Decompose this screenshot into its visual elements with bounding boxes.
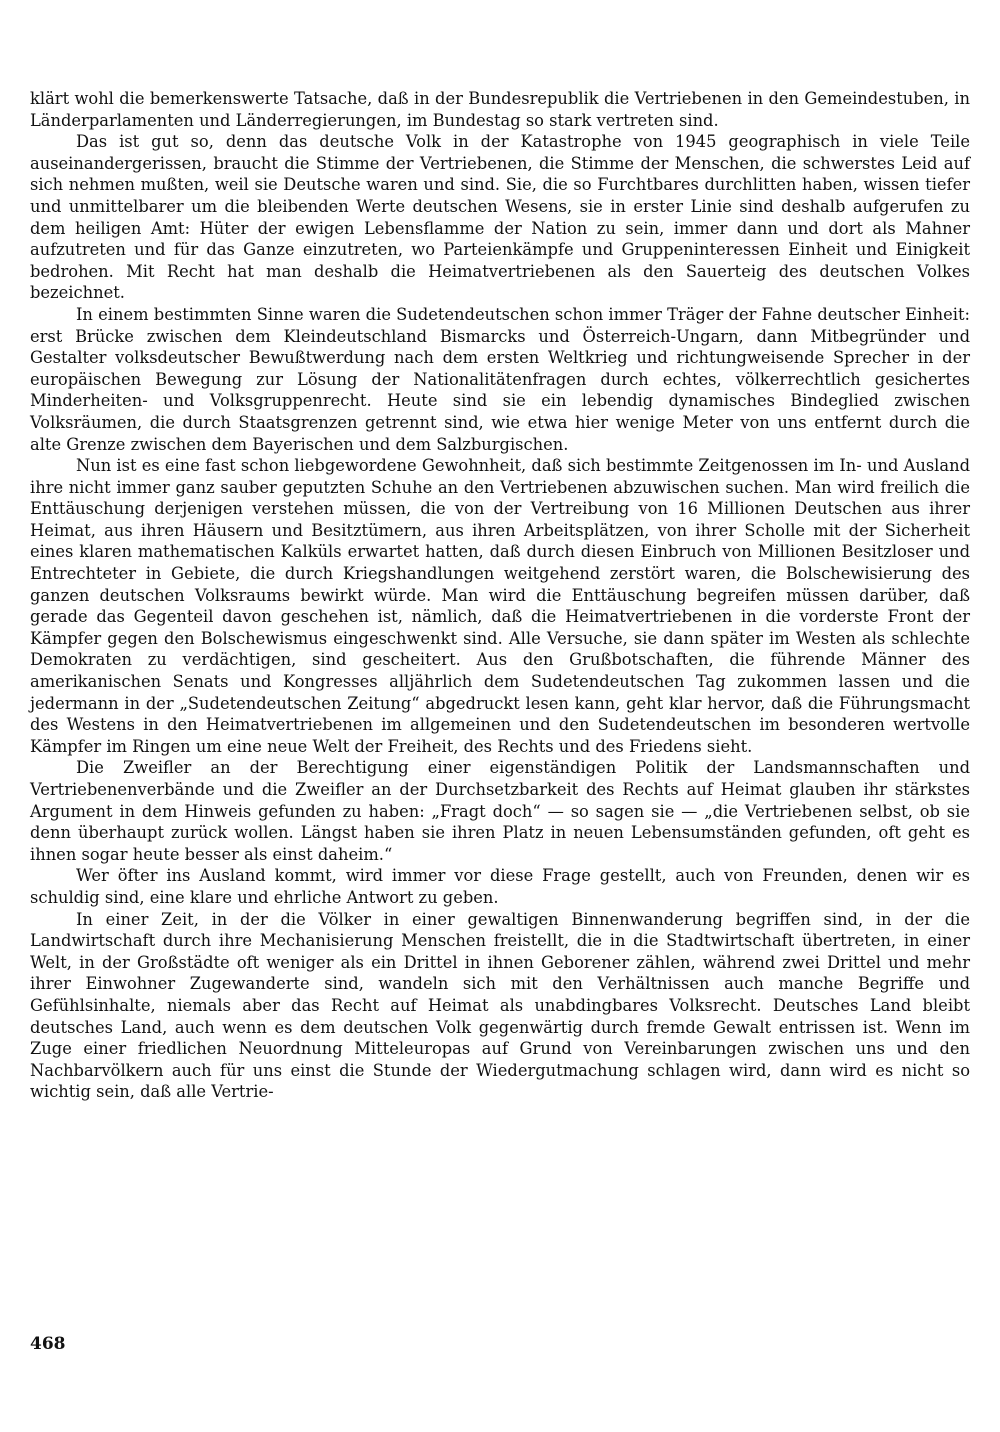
paragraph: In einer Zeit, in der die Völker in einer gewaltigen Binnenwanderung begriffen sind, in der die Landwirtschaft durch ihre Mechanisierung Menschen freistellt, die in die Stadtwirtschaft übertreten, in einer Welt, in der Großstädte oft weniger als ein Drittel in ihnen Geborener zählen, während zwei Drittel und mehr ihrer Einwohner Zugewanderte sind, wandeln sich mit den Verhältnissen auch manche Begriffe und Gefühlsinhalte, niemals aber das Recht auf Heimat als unabdingbares Volksrecht. Deutsches Land bleibt deutsches Land, auch wenn es dem deutschen Volk gegenwärtig durch fremde Gewalt entrissen ist. Wenn im Zuge einer friedlichen Neuordnung Mitteleuropas auf Grund von Vereinbarungen zwischen uns und den Nachbarvölkern auch für uns einst die Stunde der Wiedergutmachung schlagen wird, dann wird es nicht so wichtig sein, daß alle Vertrie- [30,909,970,1102]
paragraph: Nun ist es eine fast schon liebgewordene Gewohnheit, daß sich bestimmte Zeitgenossen im In- und Ausland ihre nicht immer ganz sauber geputzten Schuhe an den Vertriebenen abzuwischen suchen. Man wird freilich die Enttäuschung derjenigen verstehen müssen, die von der Vertreibung von 16 Millionen Deutschen aus ihrer Heimat, aus ihren Häusern und Besitztümern, aus ihren Arbeitsplätzen, von ihrer Scholle mit der Sicherheit eines klaren mathematischen Kalküls erwartet hatten, daß durch diesen Einbruch von Millionen Besitzloser und Entrechteter in Gebiete, die durch Kriegshandlungen weitgehend zerstört waren, die Bolschewisierung des ganzen deutschen Volksraums bewirkt würde. Man wird die Enttäuschung begreifen müssen darüber, daß gerade das Gegenteil davon geschehen ist, nämlich, daß die Heimatvertriebenen in die vorderste Front der Kämpfer gegen den Bolschewismus eingeschwenkt sind. Alle Versuche, sie dann später im Westen als schlechte Demokraten zu verdächtigen, sind gescheitert. Aus den Grußbotschaften, die führende Männer des amerikanischen Senats und Kongresses alljährlich dem Sudetendeutschen Tag zukommen lassen und die jedermann in der „Sudetendeutschen Zeitung“ abgedruckt lesen kann, geht klar hervor, daß die Führungsmacht des Westens in den Heimatvertriebenen im allgemeinen und den Sudetendeutschen im besonderen wertvolle Kämpfer im Ringen um eine neue Welt der Freiheit, des Rechts und des Friedens sieht. [30,456,970,756]
paragraph: Wer öfter ins Ausland kommt, wird immer vor diese Frage gestellt, auch von Freunden, denen wir es schuldig sind, eine klare und ehrliche Antwort zu geben. [30,866,970,907]
paragraph-continuation: klärt wohl die bemerkenswerte Tatsache, daß in der Bundesrepublik die Vertriebenen in den Gemeindestuben, in Länderparlamenten und Länderregierungen, im Bundestag so stark vertreten sind. [30,89,970,130]
body-text [30,88,970,1103]
paragraph: Die Zweifler an der Berechtigung einer eigenständigen Politik der Landsmannschaften und Vertriebenenverbände und die Zweifler an der Durchsetzbarkeit des Rechts auf Heimat glauben ihr stärkstes Argument in dem Hinweis gefunden zu haben: „Fragt doch“ — so sagen sie — „die Vertriebenen selbst, ob sie denn überhaupt zurück wollen. Längst haben sie ihren Platz in neuen Lebensumständen gefunden, oft geht es ihnen sogar heute besser als einst daheim.“ [30,758,970,864]
paragraph: In einem bestimmten Sinne waren die Sudetendeutschen schon immer Träger der Fahne deutscher Einheit: erst Brücke zwischen dem Kleindeutschland Bismarcks und Österreich-Ungarn, dann Mitbegründer und Gestalter volksdeutscher Bewußtwerdung nach dem ersten Weltkrieg und richtungweisende Sprecher in der europäischen Bewegung zur Lösung der Nationalitätenfragen durch echtes, völkerrechtlich gesichertes Minderheiten- und Volksgruppenrecht. Heute sind sie ein lebendig dynamisches Bindeglied zwischen Volksräumen, die durch Staatsgrenzen getrennt sind, wie etwa hier wenige Meter von uns entfernt durch die alte Grenze zwischen dem Bayerischen und dem Salzburgischen. [30,304,970,454]
paragraph: Das ist gut so, denn das deutsche Volk in der Katastrophe von 1945 geographisch in viele Teile auseinandergerissen, braucht die Stimme der Vertriebenen, die Stimme der Menschen, die schwerstes Leid auf sich nehmen mußten, weil sie Deutsche waren und sind. Sie, die so Furchtbares durchlitten haben, wissen tiefer und unmittelbarer um die bleibenden Werte deutschen Wesens, sie in erster Linie sind deshalb aufgerufen zu dem heiligen Amt: Hüter der ewigen Lebensflamme der Nation zu sein, immer dann und dort als Mahner aufzutreten und für das Ganze einzutreten, wo Parteienkämpfe und Gruppeninteressen Einheit und Einigkeit bedrohen. Mit Recht hat man deshalb die Heimatvertriebenen als den Sauerteig des deutschen Volkes bezeichnet. [30,132,970,303]
page-number: 468 [30,1334,66,1354]
